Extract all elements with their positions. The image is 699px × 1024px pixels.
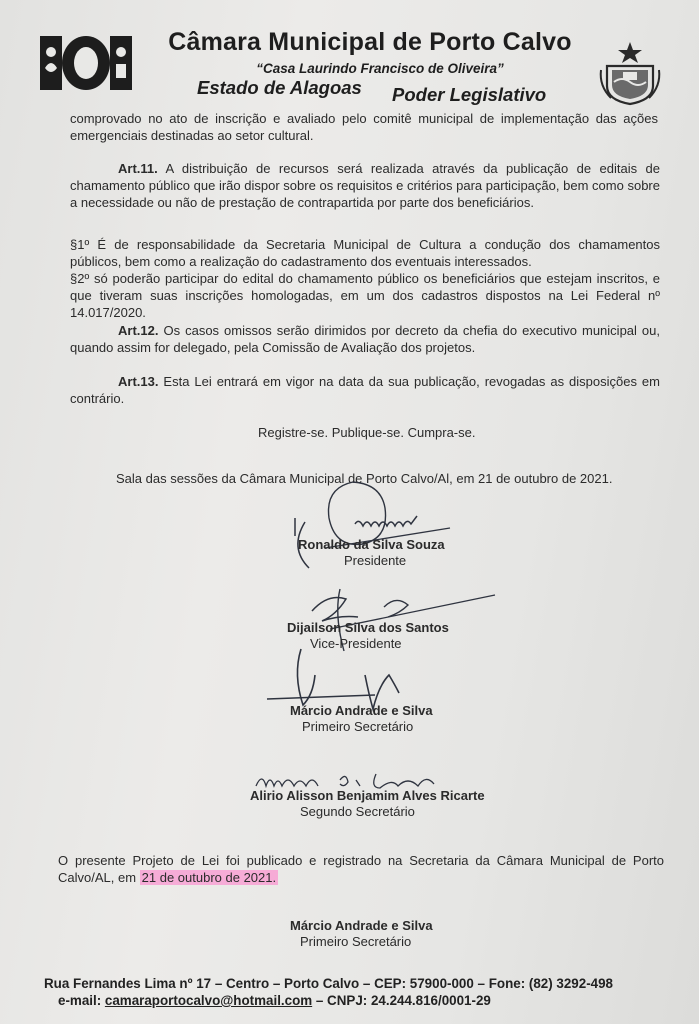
signatory-role: Presidente: [344, 553, 407, 568]
signatory-name: Dijailson Silva dos Santos: [287, 620, 449, 635]
publication-signer-role: Primeiro Secretário: [300, 934, 412, 949]
publication-date: 21 de outubro de 2021.: [141, 870, 277, 885]
article-11: [70, 160, 660, 211]
article-11-text: A distribuição de recursos será realizada através da publicação de editais de chamamento público que irão dispor sobre os requisitos e critérios para participação, bem como sobre a necessidade ou não de prestação de contrapartida por parte dos beneficiários.: [70, 161, 660, 210]
article-12: [70, 322, 660, 356]
power-label: Poder Legislativo: [392, 84, 547, 105]
signatory-name: Márcio Andrade e Silva: [290, 703, 433, 718]
session-line: Sala das sessões da Câmara Municipal de Porto Calvo/Al, em 21 de outubro de 2021.: [116, 471, 613, 486]
paragraph-2: §2º só poderão participar do edital do chamamento público os beneficiários que estejam inscritos, e que tiveram suas inscrições homologadas, em um dos cadastros dispostos na Lei Federal nº 14.017/2020.: [70, 271, 660, 320]
email-label: e-mail:: [58, 993, 105, 1008]
paragraph-1: §1º É de responsabilidade da Secretaria Municipal de Cultura a condução dos chamamentos públicos, bem como a realização do cadastramento dos eventuais interessados.: [70, 237, 660, 269]
signatory-role: Primeiro Secretário: [302, 719, 414, 734]
state-label: Estado de Alagoas: [197, 77, 362, 98]
article-13: [70, 373, 660, 407]
signatory-name: Ronaldo da Silva Souza: [298, 537, 445, 552]
article-11-label: Art.11.: [118, 161, 158, 176]
signatory-name: Alirio Alisson Benjamim Alves Ricarte: [250, 788, 485, 803]
coat-of-arms-icon: [597, 40, 663, 106]
publication-text: O presente Projeto de Lei foi publicado e registrado na Secretaria da Câmara Municipal de Porto Calvo/AL, em: [58, 853, 664, 885]
footer-contact: [58, 993, 491, 1008]
chamber-title: Câmara Municipal de Porto Calvo: [168, 28, 572, 56]
article-13-text: Esta Lei entrará em vigor na data da sua publicação, revogadas as disposições em contrário.: [70, 374, 660, 406]
closing-formula: Registre-se. Publique-se. Cumpra-se.: [258, 425, 476, 440]
email-link[interactable]: camaraportocalvo@hotmail.com: [104, 993, 313, 1008]
chamber-subtitle: “Casa Laurindo Francisco de Oliveira”: [256, 61, 504, 76]
publication-note: [58, 852, 664, 886]
cnpj-text: – CNPJ: 24.244.816/0001-29: [312, 993, 491, 1008]
signatory-role: Segundo Secretário: [300, 804, 415, 819]
publication-signer-name: Márcio Andrade e Silva: [290, 918, 433, 933]
article-12-label: Art.12.: [118, 323, 159, 338]
intro-paragraph: comprovado no ato de inscrição e avaliado pelo comitê municipal de implementação das ações emergenciais destinadas ao setor cultural.: [70, 111, 658, 143]
article-12-text: Os casos omissos serão dirimidos por decreto da chefia do executivo municipal ou, quando assim for delegado, pela Comissão de Avaliação dos projetos.: [70, 323, 660, 355]
chamber-logo: [38, 28, 134, 98]
article-13-label: Art.13.: [118, 374, 159, 389]
footer-address: Rua Fernandes Lima nº 17 – Centro – Porto Calvo – CEP: 57900-000 – Fone: (82) 3292-498: [44, 976, 613, 991]
signatory-role: Vice-Presidente: [310, 636, 402, 651]
